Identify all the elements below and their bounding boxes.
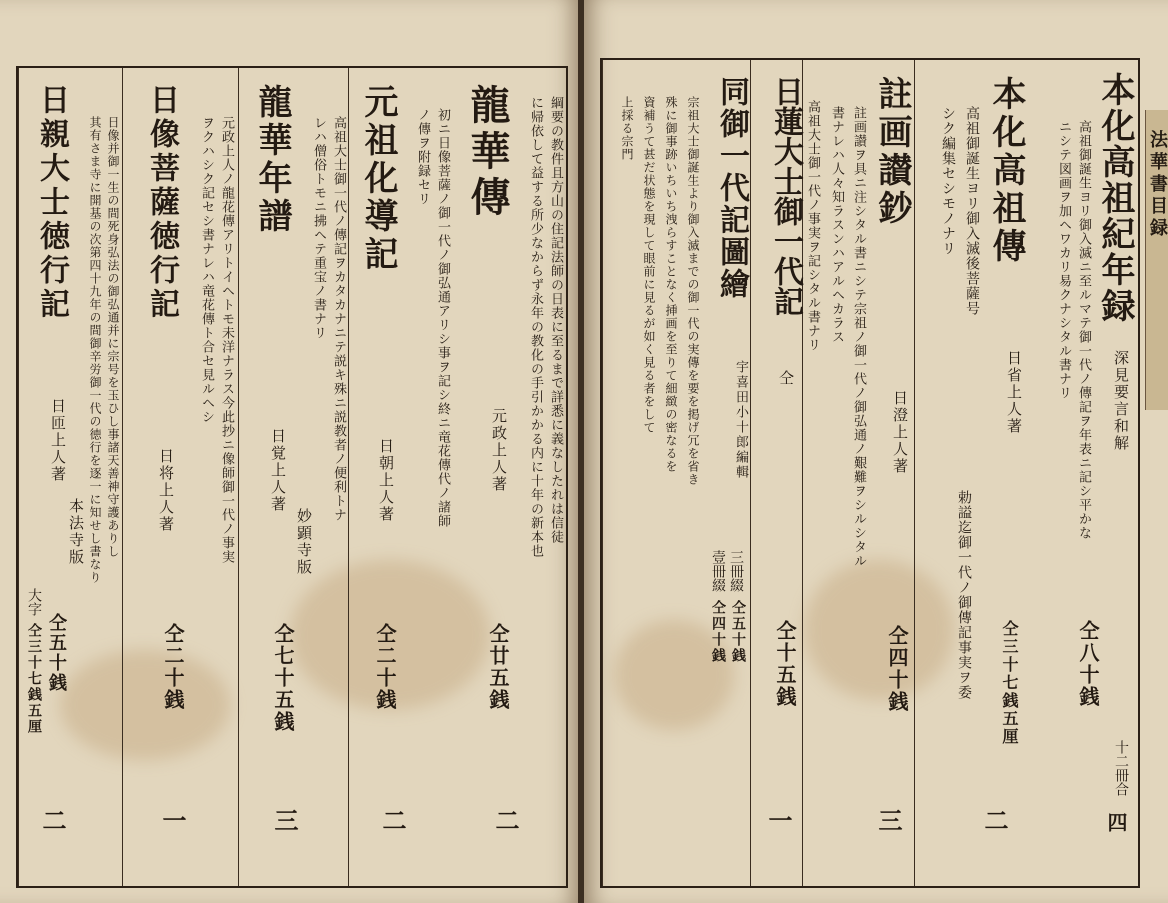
entry-description: に帰依して益する所少なからず永年の教化の手引かかる内に十年の新本也 (528, 96, 543, 558)
entry-description: 元政上人ノ龍花傳アリトイヘトモ未洋ナラス今此抄ニ像師御一代ノ事実 (219, 116, 234, 564)
entry-author: 日覚上人著 (269, 428, 287, 513)
entry-title: 本化高祖紀年録 (1095, 72, 1135, 324)
entry-description: 高祖御誕生ヨリ御入滅ニ至ルマテ御一代ノ傳記ヲ年表ニ記シ平かな (1076, 120, 1091, 540)
entry-ganso-kedoki (348, 68, 455, 886)
entry-description: 初ニ日像菩薩ノ御一代ノ御弘通アリシ事ヲ記シ終ニ竜花傳代ノ諸師 (435, 108, 450, 528)
entry-ryuge-nenpu (238, 68, 349, 886)
entry-number: 二 (378, 808, 407, 832)
entry-description: 資補うて甚だ状態を現して眼前に見るが如く見る者をして (642, 96, 656, 434)
entry-title: 註画讃鈔 (872, 76, 912, 228)
entry-author: 仝 (777, 370, 795, 387)
entry-title: 龍華年譜 (252, 84, 292, 236)
entry-author: 日朝上人著 (377, 438, 395, 523)
entry-ryuge-den (454, 68, 566, 886)
entry-description: 高祖御誕生ヨリ御入滅後菩薩号 (964, 106, 980, 316)
entry-description: 高祖大士御一代ノ傳記ヲカタカナニテ説キ殊ニ説教者ノ便利トナ (331, 116, 346, 522)
entry-honge-koso-den (914, 60, 1027, 886)
entry-title: 本化高祖傳 (986, 76, 1026, 266)
entry-title: 龍華傳 (464, 84, 511, 222)
entry-title: 同御一代記圖繪 (714, 76, 749, 300)
entry-author: 日匝上人著 (49, 398, 67, 483)
entry-description: レハ僧俗トモニ拂ヘテ重宝ノ書ナリ (311, 116, 326, 340)
side-tab-label: 法華書目録 (1147, 130, 1168, 240)
entry-title: 日蓮大士御一代記 (768, 76, 803, 316)
entry-title: 日像菩薩徳行記 (144, 84, 179, 322)
entry-honge-koso-kinenroku (1026, 60, 1138, 886)
entry-number: 一 (158, 808, 187, 832)
entry-go-ichidaiki-zue (602, 60, 751, 886)
entry-price: 仝四十銭 (710, 600, 726, 664)
entry-description: 書ナレハ人々知ラスンハアルヘカラス (829, 106, 844, 344)
left-page (0, 0, 580, 903)
entry-description: シク編集セシモノナリ (940, 106, 956, 256)
entry-price: 仝七十五銭 (271, 623, 295, 733)
entry-description: 宗祖大士御誕生より御入滅までの御一代の実傳を要を掲げ冗を省き (686, 96, 700, 486)
entry-description: 高祖大士御一代ノ事実ヲ記シタル書ナリ (805, 100, 820, 352)
entry-note: 勅謚迄御一代ノ御傳記事実ヲ委 (956, 490, 972, 700)
right-entries-frame (600, 58, 1140, 888)
entry-price: 仝五十銭 (46, 613, 67, 693)
entry-price: 仝二十銭 (161, 623, 185, 711)
entry-volumes: 十二冊合 (1113, 740, 1129, 796)
entry-description: 註画讃ヲ具ニ注シタル書ニシテ宗祖ノ御一代ノ御弘通ノ艱難ヲシルシタル (851, 106, 866, 568)
entry-author: 深見要言和解 (1112, 350, 1130, 452)
entry-price: 仝二十銭 (373, 623, 397, 711)
entry-description: ニシテ図画ヲ加ヘワカリ易クナシタル書ナリ (1056, 120, 1071, 400)
entry-price: 仝十五銭 (773, 620, 797, 708)
entry-description: 日像并御一生の間死身弘法の御弘通并に宗号を玉ひし事諸天善神守護ありし (106, 116, 120, 558)
entry-description: 其有さま寺に開基の次第四十九年の間御辛労御一代の徳行を逐一に知せし書なり (88, 116, 102, 584)
entry-price: 仝三十七銭五厘 (26, 623, 42, 735)
entry-description: ノ傳ヲ附録セリ (415, 108, 430, 206)
entry-author: 日将上人著 (157, 448, 175, 533)
entry-author: 日澄上人著 (891, 390, 909, 475)
entry-title: 日親大士徳行記 (34, 84, 69, 322)
entry-description: 上採る宗門 (620, 96, 634, 161)
entry-number: 三 (270, 808, 299, 832)
entry-description: 殊に御事跡いちいち洩らすことなく挿画を至りて細緻の密なるを (664, 96, 678, 473)
entry-description: 綱要の教件且方山の住記法師の日表に至るまで詳悉に義なしたれは信徒 (548, 96, 563, 544)
entry-number: 一 (764, 808, 793, 832)
entry-price: 仝五十銭 (730, 600, 746, 664)
entry-number: 二 (38, 808, 67, 832)
entry-price: 仝三十七銭五厘 (1000, 620, 1019, 746)
entry-volumes: 壹冊綴 (710, 550, 726, 592)
entry-publisher: 妙顕寺版 (295, 508, 313, 576)
entry-nichizo-bosatsu-tokugyoki (122, 68, 239, 886)
entry-price: 仝廿五銭 (486, 623, 510, 711)
entry-author: 宇喜田小十郎編輯 (733, 360, 748, 480)
right-page (584, 0, 1168, 903)
entry-number: 二 (491, 808, 520, 832)
entry-number: 二 (980, 808, 1009, 832)
entry-price: 仝八十銭 (1076, 620, 1100, 708)
entry-publisher: 本法寺版 (67, 498, 85, 566)
entry-volumes: 三冊綴 (728, 550, 744, 592)
entry-number: 三 (874, 808, 903, 832)
entry-volumes: 大字 (26, 588, 42, 616)
entry-description: ヲクハシク記セシ書ナレハ竜花傳ト合セ見ルヘシ (199, 116, 214, 424)
left-entries-frame (16, 66, 568, 888)
catalog-side-tab (1145, 110, 1168, 410)
entry-price: 仝四十銭 (885, 625, 909, 713)
entry-author: 元政上人著 (490, 408, 508, 493)
entry-number: 四 (1104, 812, 1128, 832)
entry-nisshin-daishi-tokugyoki (18, 68, 123, 886)
entry-nichiren-daishi-goichidaiki (750, 60, 820, 886)
entry-author: 日省上人著 (1005, 350, 1023, 435)
entry-title: 元祖化導記 (358, 84, 398, 274)
